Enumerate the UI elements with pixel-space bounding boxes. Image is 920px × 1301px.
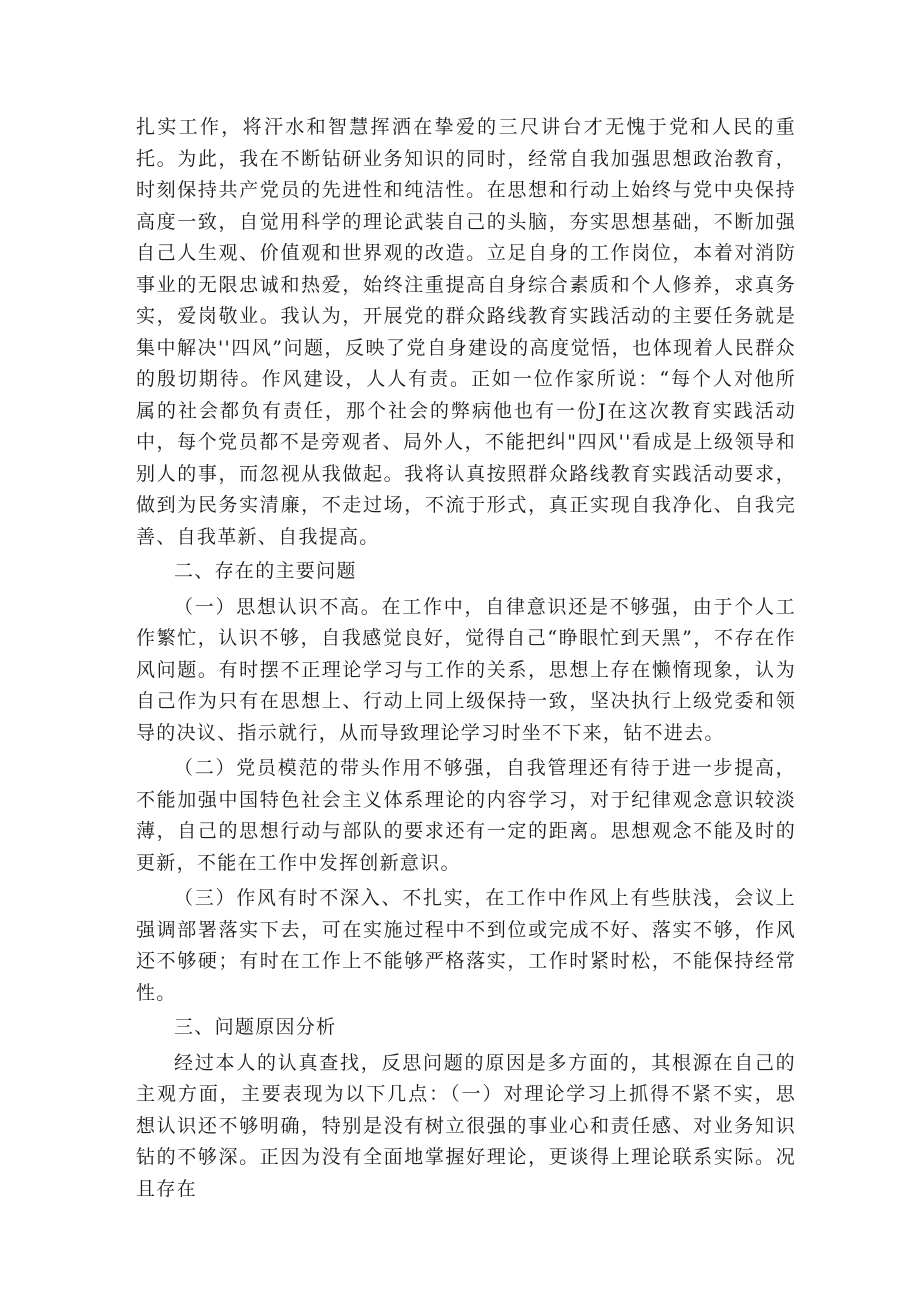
section-heading-causes: 三、问题原因分析: [174, 1016, 337, 1038]
opening-paragraph: 扎实工作，将汗水和智慧挥洒在挚爱的三尺讲台才无愧于党和人民的重托。为此，我在不断钻研业务知识的同时，经常自我加强思想政治教育，时刻保持共产党员的先进性和纯洁性。在思想和行动上始终与党中央保持高度一致，自觉用科学的理论武装自己的头脑，夯实思想基础，不断加强自己人生观、价值观和世界观的改造。立足自身的工作岗位，本着对消防事业的无限忠诚和热爱，始终注重提高自身综合素质和个人修养，求真务实，爱岗敬业。我认为，开展党的群众路线教育实践活动的主要任务就是集中解决''四风”问题，反映了党自身建设的高度觉悟，也体现着人民群众的殷切期待。作风建设，人人有责。正如一位作家所说：“每个人对他所属的社会都负有责任，那个社会的弊病他也有一份J在这次教育实践活动中，每个党员都不是旁观者、局外人，不能把纠"四风''看成是上级领导和别人的事，而忽视从我做起。我将认真按照群众路线教育实践活动要求，做到为民务实清廉，不走过场，不流于形式，真正实现自我净化、自我完善、自我革新、自我提高。: [136, 116, 796, 548]
problem-item-1: （一）思想认识不高。在工作中，自律意识还是不够强，由于个人工作繁忙，认识不够，自我感觉良好，觉得自己“睁眼忙到天黑”，不存在作风问题。有时摆不正理论学习与工作的关系，思想上存在懒惰现象，认为自己作为只有在思想上、行动上同上级保持一致，坚决执行上级党委和领导的决议、指示就行，从而导致理论学习时坐不下来，钻不进去。: [136, 595, 796, 744]
document-body: [136, 112, 796, 1205]
problem-item-2: （二）党员模范的带头作用不够强，自我管理还有待于进一步提高，不能加强中国特色社会主义体系理论的内容学习，对于纪律观念意识较淡薄，自己的思想行动与部队的要求还有一定的距离。思想观念不能及时的更新，不能在工作中发挥创新意识。: [136, 757, 796, 874]
cause-analysis-paragraph: 经过本人的认真查找，反思问题的原因是多方面的，其根源在自己的主观方面，主要表现为以下几点：（一）对理论学习上抓得不紧不实，思想认识还不够明确，特别是没有树立很强的事业心和责任感、对业务知识钻的不够深。正因为没有全面地掌握好理论，更谈得上理论联系实际。况且存在: [136, 1051, 796, 1200]
section-heading-problems: 二、存在的主要问题: [174, 560, 357, 582]
problem-item-3: （三）作风有时不深入、不扎实，在工作中作风上有些肤浅，会议上强调部署落实下去，可在实施过程中不到位或完成不好、落实不够，作风还不够硬；有时在工作上不能够严格落实，工作时紧时松，不能保持经常性。: [136, 887, 796, 1004]
